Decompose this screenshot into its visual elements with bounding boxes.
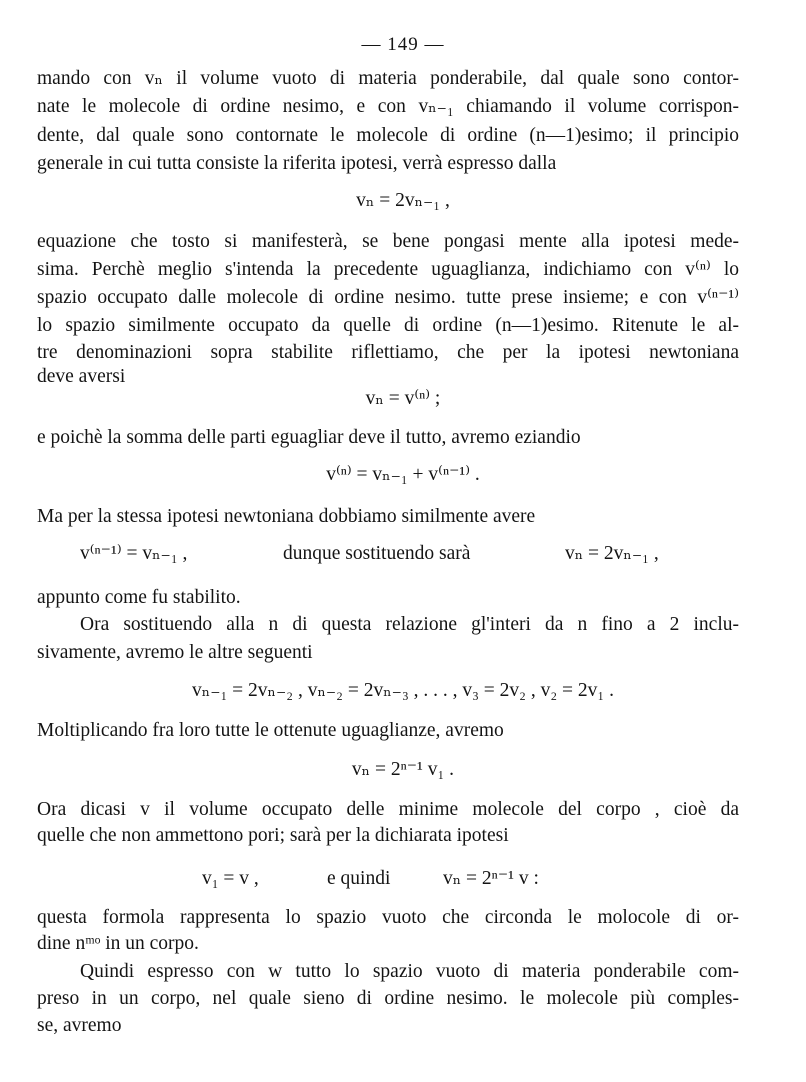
- equation-text: dunque sostituendo sarà: [283, 543, 471, 564]
- text-line: Ora sostituendo alla n di questa relazione gl'interi da n fino a 2 inclu-: [80, 614, 739, 635]
- text-line: Ora dicasi v il volume occupato delle minime molecole del corpo , cioè da: [37, 799, 739, 820]
- text-line: lo spazio similmente occupato da quelle di ordine (n—1)esimo. Ritenute le al-: [37, 315, 739, 336]
- text-line: appunto come fu stabilito.: [37, 587, 241, 608]
- text-line: tre denominazioni sopra stabilite riflettiamo, che per la ipotesi newtoniana: [37, 342, 739, 363]
- equation: vₙ = 2vₙ₋₁ ,: [565, 543, 659, 564]
- text-line: Moltiplicando fra loro tutte le ottenute uguaglianze, avremo: [37, 720, 504, 741]
- text-line: sima. Perchè meglio s'intenda la precedente uguaglianza, indichiamo con v⁽ⁿ⁾ lo: [37, 259, 739, 280]
- text-line: mando con vₙ il volume vuoto di materia ponderabile, dal quale sono contor-: [37, 68, 739, 89]
- equation: vₙ = 2vₙ₋₁ ,: [356, 190, 450, 211]
- text-line: dine nᵐᵒ in un corpo.: [37, 933, 199, 954]
- equation-text: e quindi: [327, 868, 391, 889]
- equation: vₙ₋₁ = 2vₙ₋₂ , vₙ₋₂ = 2vₙ₋₃ , . . . , v₃ = 2v₂ , v₂ = 2v₁ .: [192, 680, 614, 701]
- equation: v₁ = v ,: [202, 868, 259, 889]
- text-line: e poichè la somma delle parti eguagliar deve il tutto, avremo eziandio: [37, 427, 581, 448]
- equation: v⁽ⁿ⁻¹⁾ = vₙ₋₁ ,: [80, 543, 188, 564]
- page-number: — 149 —: [361, 34, 445, 55]
- text-line: nate le molecole di ordine nesimo, e con vₙ₋₁ chiamando il volume corrispon-: [37, 96, 739, 117]
- equation: vₙ = v⁽ⁿ⁾ ;: [365, 388, 441, 409]
- text-line: Quindi espresso con w tutto lo spazio vuoto di materia ponderabile com-: [80, 961, 739, 982]
- text-line: preso in un corpo, nel quale sieno di ordine nesimo. le molecole più comples-: [37, 988, 739, 1009]
- text-line: deve aversi: [37, 366, 126, 387]
- text-line: quelle che non ammettono pori; sarà per la dichiarata ipotesi: [37, 825, 509, 846]
- text-line: Ma per la stessa ipotesi newtoniana dobbiamo similmente avere: [37, 506, 536, 527]
- text-line: sivamente, avremo le altre seguenti: [37, 642, 313, 663]
- equation: v⁽ⁿ⁾ = vₙ₋₁ + v⁽ⁿ⁻¹⁾ .: [326, 464, 480, 485]
- equation: vₙ = 2ⁿ⁻¹ v :: [443, 868, 539, 889]
- text-line: equazione che tosto si manifesterà, se bene pongasi mente alla ipotesi mede-: [37, 231, 739, 252]
- text-line: spazio occupato dalle molecole di ordine nesimo. tutte prese insieme; e con v⁽ⁿ⁻¹⁾: [37, 287, 739, 308]
- text-line: dente, dal quale sono contornate le molecole di ordine (n—1)esimo; il principio: [37, 125, 739, 146]
- text-line: questa formola rappresenta lo spazio vuoto che circonda le molocole di or-: [37, 907, 739, 928]
- text-line: se, avremo: [37, 1015, 122, 1036]
- text-line: generale in cui tutta consiste la riferita ipotesi, verrà espresso dalla: [37, 153, 557, 174]
- equation: vₙ = 2ⁿ⁻¹ v₁ .: [351, 759, 455, 780]
